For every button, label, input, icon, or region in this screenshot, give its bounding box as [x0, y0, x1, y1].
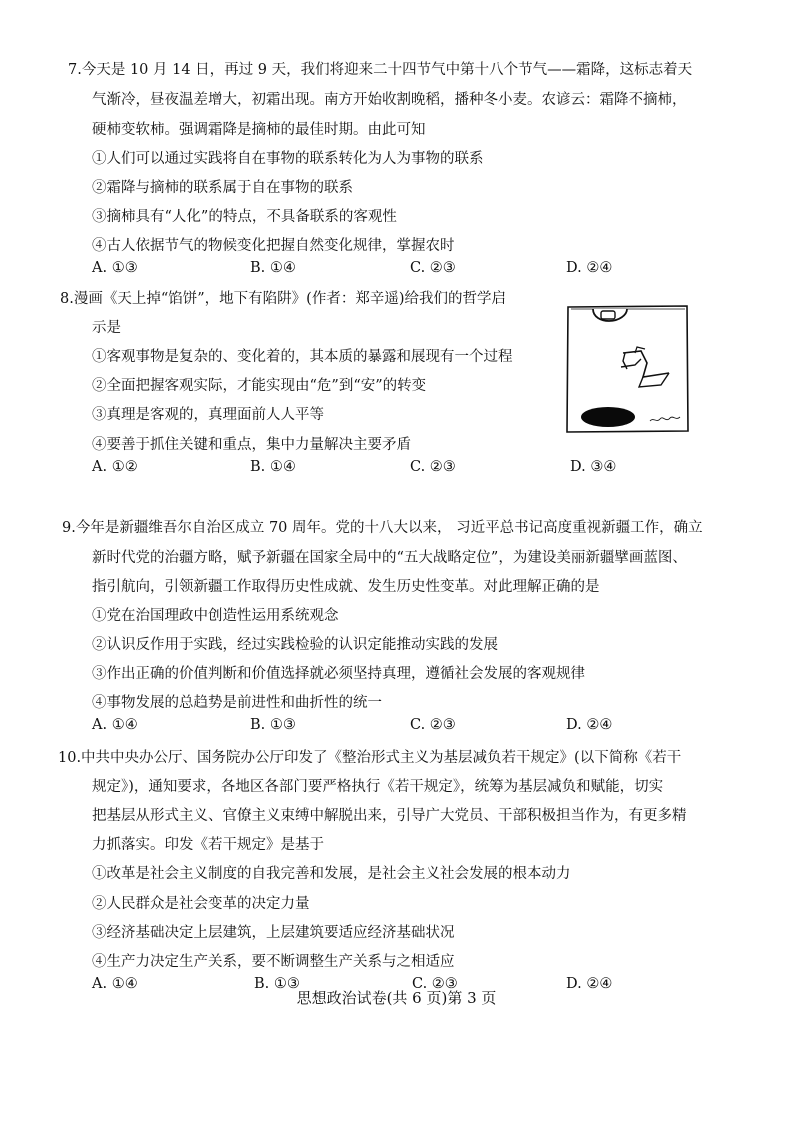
q9-option-d: D. ②④ [566, 717, 613, 733]
q10-statement-2: ②人民群众是社会变革的决定力量 [92, 896, 310, 912]
q7-stem-line-1: 7.今天是 10 月 14 日，再过 9 天，我们将迎来二十四节气中第十八个节气——霜降，这标志着天 [68, 62, 693, 78]
q8-option-a: A. ①② [92, 459, 138, 475]
q7-option-d: D. ②④ [566, 260, 613, 276]
q8-statement-3: ③真理是客观的，真理面前人人平等 [92, 407, 324, 423]
q10-stem-line-2: 规定》)，通知要求，各地区各部门要严格执行《若干规定》，统筹为基层减负和赋能，切实 [92, 779, 664, 795]
q9-option-a: A. ①④ [92, 717, 138, 733]
q10-stem-line-1: 10.中共中央办公厅、国务院办公厅印发了《整治形式主义为基层减负若干规定》(以下简称《若干 [58, 750, 682, 766]
q10-stem-line-4: 力抓落实。印发《若干规定》是基于 [92, 837, 324, 853]
q8-option-b: B. ①④ [250, 459, 296, 475]
q9-statement-3: ③作出正确的价值判断和价值选择就必须坚持真理，遵循社会发展的客观规律 [92, 666, 585, 682]
q7-statement-2: ②霜降与摘柿的联系属于自在事物的联系 [92, 180, 353, 196]
q7-option-a: A. ①③ [92, 260, 138, 276]
q7-statement-1: ①人们可以通过实践将自在事物的联系转化为人为事物的联系 [92, 151, 484, 167]
q10-statement-3: ③经济基础决定上层建筑，上层建筑要适应经济基础状况 [92, 925, 455, 941]
q9-stem-line-2: 新时代党的治疆方略，赋予新疆在国家全局中的“五大战略定位”，为建设美丽新疆擘画蓝图、 [92, 550, 687, 566]
q8-statement-1: ①客观事物是复杂的、变化着的，其本质的暴露和展现有一个过程 [92, 349, 513, 365]
q10-statement-1: ①改革是社会主义制度的自我完善和发展，是社会主义社会发展的根本动力 [92, 866, 571, 882]
cartoon-illustration [565, 303, 690, 435]
q9-stem-line-1: 9.今年是新疆维吾尔自治区成立 70 周年。党的十八大以来， 习近平总书记高度重视新疆工作，确立 [62, 520, 703, 536]
q8-option-c: C. ②③ [410, 459, 456, 475]
q8-option-d: D. ③④ [570, 459, 617, 475]
q9-statement-2: ②认识反作用于实践，经过实践检验的认识定能推动实践的发展 [92, 637, 498, 653]
q10-option-a: A. ①④ [92, 976, 138, 992]
q8-stem-line-2: 示是 [92, 320, 121, 336]
q7-statement-4: ④古人依据节气的物候变化把握自然变化规律，掌握农时 [92, 238, 455, 254]
q8-statement-2: ②全面把握客观实际，才能实现由“危”到“安”的转变 [92, 378, 427, 394]
q10-option-d: D. ②④ [566, 976, 613, 992]
q10-option-b: B. ①③ [254, 976, 300, 992]
page-footer: 思想政治试卷(共 6 页)第 3 页 [296, 989, 497, 1007]
q7-statement-3: ③摘柿具有“人化”的特点，不具备联系的客观性 [92, 209, 397, 225]
q9-option-c: C. ②③ [410, 717, 456, 733]
q8-stem-line-1: 8.漫画《天上掉“馅饼”，地下有陷阱》(作者：郑辛遥)给我们的哲学启 [60, 291, 506, 307]
q7-option-b: B. ①④ [250, 260, 296, 276]
q7-stem-line-2: 气渐冷，昼夜温差增大，初霜出现。南方开始收割晚稻，播种冬小麦。农谚云：霜降不摘柿， [92, 92, 687, 108]
q10-option-c: C. ②③ [412, 976, 458, 992]
q7-stem-line-3: 硬柿变软柿。强调霜降是摘柿的最佳时期。由此可知 [92, 122, 426, 138]
q10-statement-4: ④生产力决定生产关系，要不断调整生产关系与之相适应 [92, 954, 455, 970]
q7-option-c: C. ②③ [410, 260, 456, 276]
q10-stem-line-3: 把基层从形式主义、官僚主义束缚中解脱出来，引导广大党员、干部积极担当作为，有更多精 [92, 808, 687, 824]
q9-stem-line-3: 指引航向，引领新疆工作取得历史性成就、发生历史性变革。对此理解正确的是 [92, 579, 600, 595]
q9-option-b: B. ①③ [250, 717, 296, 733]
q8-statement-4: ④要善于抓住关键和重点，集中力量解决主要矛盾 [92, 437, 411, 453]
q9-statement-4: ④事物发展的总趋势是前进性和曲折性的统一 [92, 695, 382, 711]
q9-statement-1: ①党在治国理政中创造性运用系统观念 [92, 608, 339, 624]
